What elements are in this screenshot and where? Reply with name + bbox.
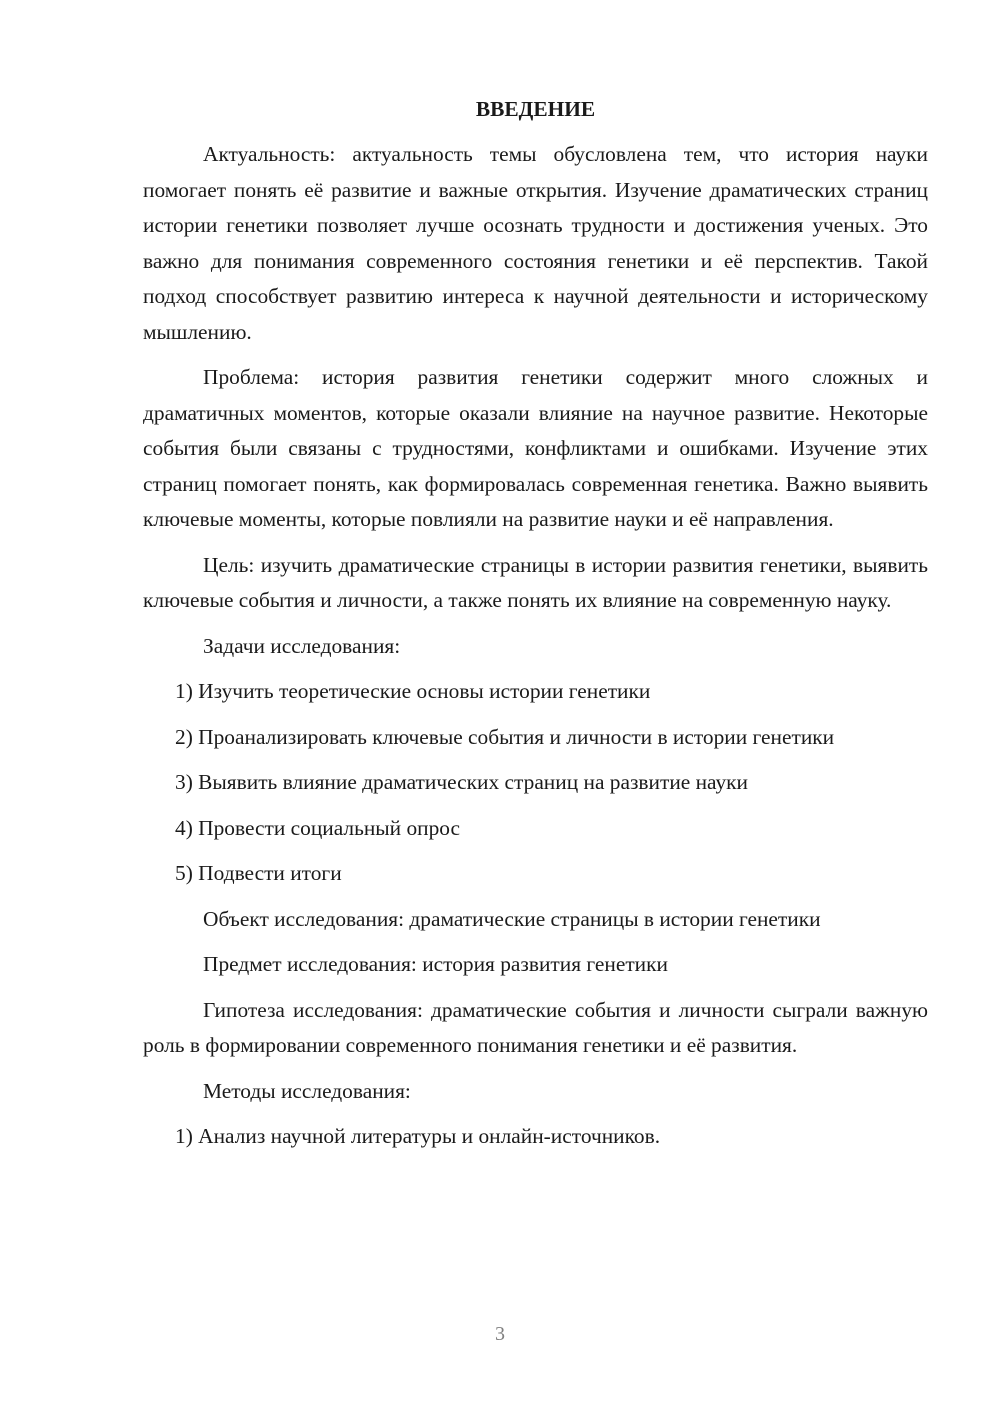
task-item: 3) Выявить влияние драматических страниц на развитие науки [175,770,749,794]
goal-paragraph: Цель: изучить драматические страницы в истории развития генетики, выявить ключевые события и личности, а также понять их влияние на современную науку. [143,552,928,612]
relevance-paragraph: Актуальность: актуальность темы обусловлена тем, что история науки помогает понять её развитие и важные открытия. Изучение драматических страниц истории генетики позволяет лучше осознать трудности и достижения ученых. Это важно для понимания современного состояния генетики и её перспектив. Такой подход способствует развитию интереса к научной деятельности и историческому мышлению. [143,142,928,344]
subject-paragraph: Предмет исследования: история развития генетики [203,952,668,976]
document-page [143,92,928,1165]
tasks-heading: Задачи исследования: [203,633,401,658]
task-item: 1) Изучить теоретические основы истории генетики [175,679,651,703]
problem-paragraph: Проблема: история развития генетики содержит много сложных и драматичных моментов, которые оказали влияние на научное развитие. Некоторые события были связаны с трудностями, конфликтами и ошибками. Изучение этих страниц помогает понять, как формировалась современная генетика. Важно выявить ключевые моменты, которые повлияли на развитие науки и её направления. [143,365,928,531]
hypothesis-paragraph: Гипотеза исследования: драматические события и личности сыграли важную роль в формировании современного понимания генетики и её развития. [143,997,928,1057]
object-paragraph: Объект исследования: драматические страницы в истории генетики [203,906,821,931]
method-item: 1) Анализ научной литературы и онлайн-источников. [175,1124,661,1148]
task-item: 4) Провести социальный опрос [175,815,461,840]
methods-heading: Методы исследования: [203,1078,411,1103]
section-title: ВВЕДЕНИЕ [475,97,596,121]
task-item: 2) Проанализировать ключевые события и личности в истории генетики [175,724,835,749]
task-item: 5) Подвести итоги [175,861,342,885]
page-number: 3 [495,1323,505,1345]
